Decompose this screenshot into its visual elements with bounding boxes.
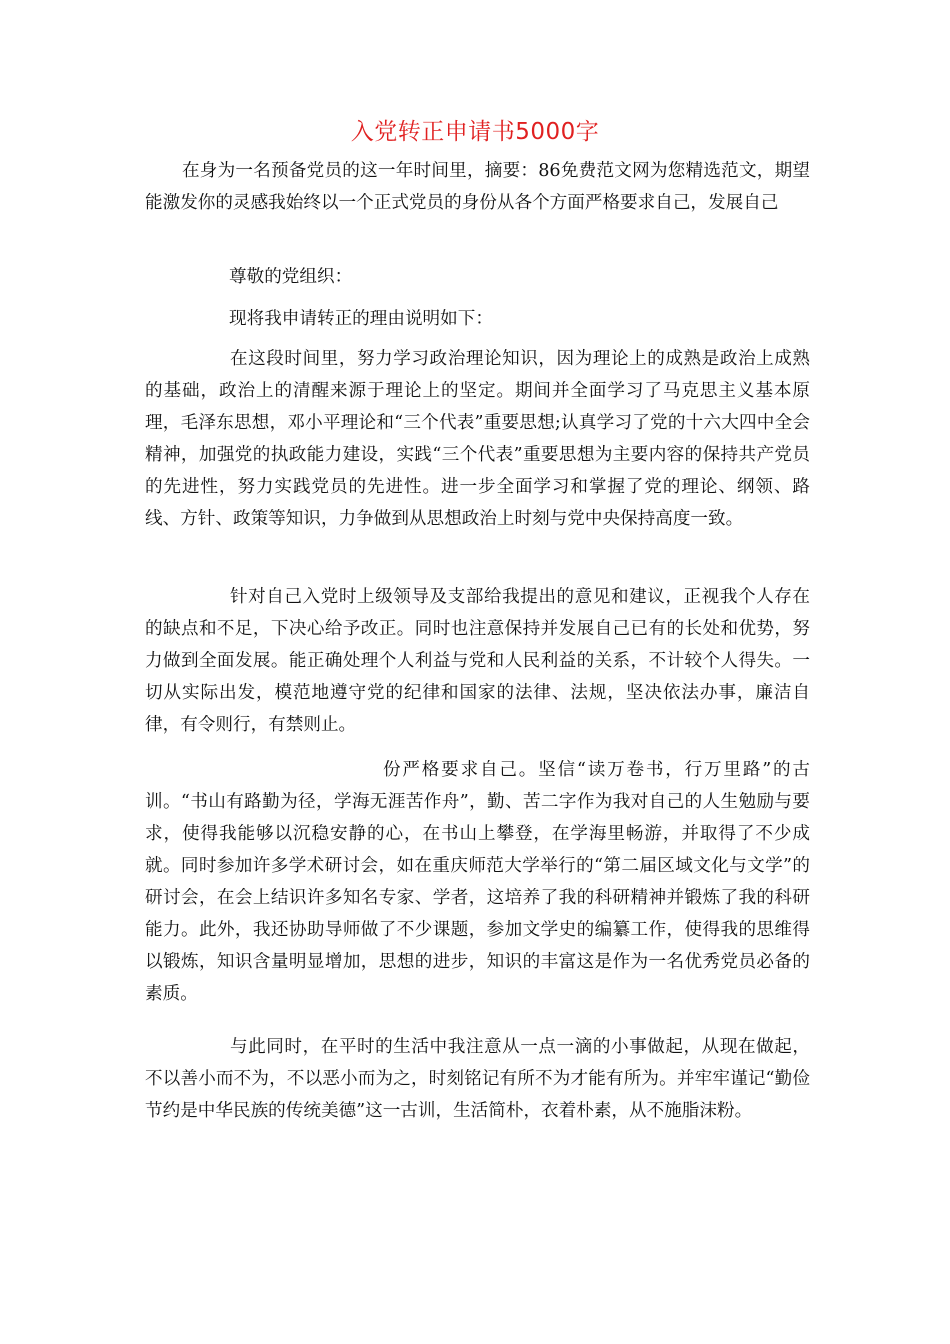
body-paragraph-study: 在这段时间里，努力学习政治理论知识，因为理论上的成熟是政治上成熟的基础，政治上的清醒来源于理论上的坚定。期间并全面学习了马克思主义基本原理，毛泽东思想，邓小平理论和“三个代表”重要思想;认真学习了党的十六大四中全会精神，加强党的执政能力建设，实践“三个代表”重要思想为主要内容的保持共产党员的先进性，努力实践党员的先进性。进一步全面学习和掌握了党的理论、纲领、路线、方针、政策等知识，力争做到从思想政治上时刻与党中央保持高度一致。 — [145, 349, 810, 529]
greeting-line: 尊敬的党组织： — [229, 267, 353, 287]
intro-paragraph: 在身为一名预备党员的这一年时间里，摘要：86免费范文网为您精选范文，期望能激发你的灵感我始终以一个正式党员的身份从各个方面严格要求自己，发展自己 — [145, 161, 810, 213]
body-paragraph-self-discipline: 份严格要求自己。坚信“读万卷书，行万里路”的古训。“书山有路勤为径，学海无涯苦作舟”，勤、苦二字作为我对自己的人生勉励与要求，使得我能够以沉稳安静的心，在书山上攀登，在学海里畅游，并取得了不少成就。同时参加许多学术研讨会，如在重庆师范大学举行的“第二届区域文化与文学”的研讨会，在会上结识许多知名专家、学者，这培养了我的科研精神并锻炼了我的科研能力。此外，我还协助导师做了不少课题，参加文学史的编纂工作，使得我的思维得以锻炼，知识含量明显增加，思想的进步，知识的丰富这是作为一名优秀党员必备的素质。 — [145, 760, 810, 1004]
body-paragraph-improvement: 针对自己入党时上级领导及支部给我提出的意见和建议，正视我个人存在的缺点和不足，下决心给予改正。同时也注意保持并发展自己已有的长处和优势，努力做到全面发展。能正确处理个人利益与党和人民利益的关系，不计较个人得失。一切从实际出发，模范地遵守党的纪律和国家的法律、法规，坚决依法办事，廉洁自律，有令则行，有禁则止。 — [145, 587, 810, 735]
document-title: 入党转正申请书5000字 — [350, 119, 600, 145]
reason-intro-line: 现将我申请转正的理由说明如下： — [229, 309, 493, 329]
body-paragraph-daily-life: 与此同时，在平时的生活中我注意从一点一滴的小事做起，从现在做起，不以善小而不为，不以恶小而为之，时刻铭记有所不为才能有所为。并牢牢谨记“勤俭节约是中华民族的传统美德”这一古训，生活简朴，衣着朴素，从不施脂沫粉。 — [145, 1037, 810, 1121]
